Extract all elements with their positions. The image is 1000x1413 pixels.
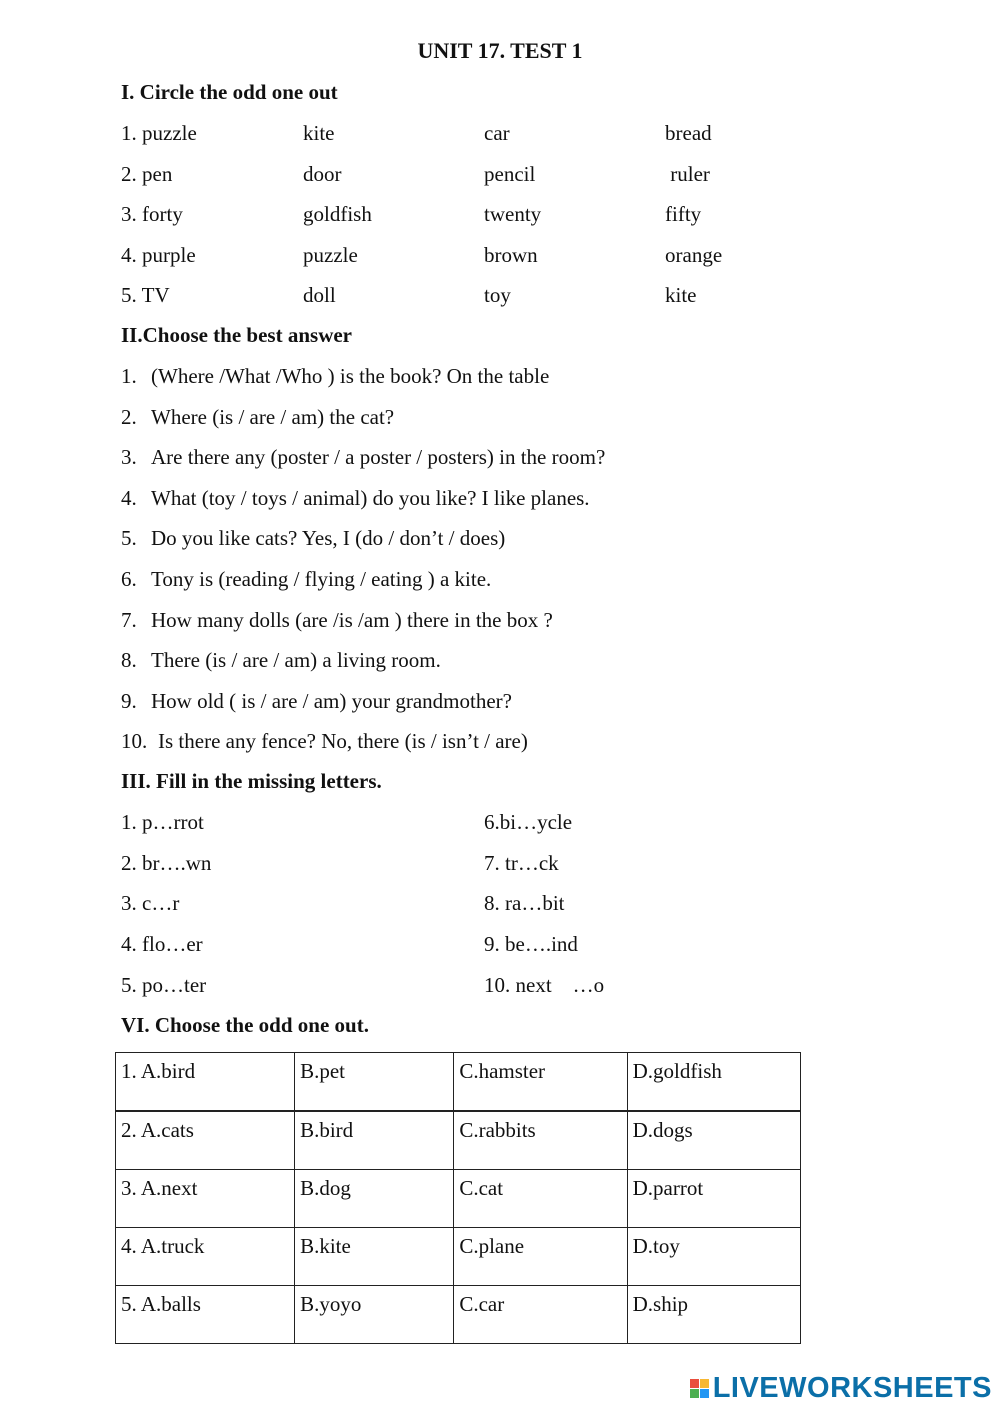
question-number: 2. <box>121 404 137 429</box>
section-1-word: fifty <box>665 202 702 226</box>
table-cell: D.dogs <box>627 1111 800 1170</box>
page-title: UNIT 17. TEST 1 <box>417 38 583 63</box>
section-1-word: 2. pen <box>121 161 173 186</box>
watermark-text: LIVEWORKSHEETS <box>712 1372 992 1404</box>
section-1-word: twenty <box>484 202 542 226</box>
section-1-word: 4. purple <box>121 242 196 267</box>
question-text: How old ( is / are / am) your grandmother? <box>151 688 512 713</box>
question-text: (Where /What /Who ) is the book? On the table <box>151 364 550 388</box>
table-cell: 3. A.next <box>116 1170 295 1228</box>
missing-letter-item: 9. be….ind <box>484 932 578 957</box>
missing-letter-item: 4. flo…er <box>121 932 203 957</box>
section-1-word: pencil <box>484 161 536 186</box>
section-2-heading: II.Choose the best answer <box>121 323 352 347</box>
table-cell: B.bird <box>295 1111 454 1170</box>
table-cell: 4. A.truck <box>116 1228 295 1286</box>
question-text: Is there any fence? No, there (is / isn’t / are) <box>158 729 528 754</box>
question-text: What (toy / toys / animal) do you like? I like planes. <box>151 485 590 510</box>
table-cell: C.plane <box>454 1228 627 1286</box>
question-number: 8. <box>121 648 137 673</box>
missing-letter-item: 1. p…rrot <box>121 810 204 834</box>
table-cell: 2. A.cats <box>116 1111 295 1170</box>
liveworksheets-logo-icon <box>690 1379 709 1398</box>
missing-letter-item: 10. next …o <box>484 972 605 997</box>
question-number: 7. <box>121 607 137 632</box>
table-cell: C.cat <box>454 1170 627 1228</box>
question-number: 5. <box>121 526 137 551</box>
section-1-word: ruler <box>665 161 710 186</box>
section-1-word: kite <box>303 121 335 145</box>
section-1-word: bread <box>665 121 712 145</box>
section-1-word: door <box>303 161 342 186</box>
table-cell: B.kite <box>295 1228 454 1286</box>
section-1-heading: I. Circle the odd one out <box>121 80 338 104</box>
odd-one-out-table <box>115 1052 801 1344</box>
section-4-heading: VI. Choose the odd one out. <box>121 1013 369 1037</box>
section-1-word: goldfish <box>303 202 372 226</box>
question-number: 3. <box>121 445 137 470</box>
table-cell: D.toy <box>627 1228 800 1286</box>
question-text: Where (is / are / am) the cat? <box>151 404 395 429</box>
question-text: Tony is (reading / flying / eating ) a kite. <box>151 567 492 591</box>
table-row <box>116 1111 801 1170</box>
table-cell: 1. A.bird <box>116 1053 295 1112</box>
table-row <box>116 1286 801 1344</box>
table-cell: C.car <box>454 1286 627 1344</box>
question-number: 1. <box>121 364 137 388</box>
table-cell: D.ship <box>627 1286 800 1344</box>
question-text: There (is / are / am) a living room. <box>151 648 441 673</box>
section-3-heading: III. Fill in the missing letters. <box>121 769 382 793</box>
table-cell: B.dog <box>295 1170 454 1228</box>
table-row <box>116 1170 801 1228</box>
missing-letter-item: 3. c…r <box>121 891 180 916</box>
table-cell: D.parrot <box>627 1170 800 1228</box>
table-cell: B.pet <box>295 1053 454 1112</box>
question-number: 10. <box>121 729 148 754</box>
missing-letter-item: 2. br….wn <box>121 850 212 875</box>
question-number: 4. <box>121 485 137 510</box>
section-1-word: puzzle <box>303 242 358 267</box>
section-1-word: toy <box>484 283 511 307</box>
section-1-word: kite <box>665 283 697 307</box>
question-number: 9. <box>121 688 137 713</box>
table-row <box>116 1228 801 1286</box>
section-1-word: orange <box>665 242 723 267</box>
table-cell: 5. A.balls <box>116 1286 295 1344</box>
liveworksheets-watermark <box>690 1372 992 1405</box>
section-1-word: brown <box>484 242 538 267</box>
table-cell: C.hamster <box>454 1053 627 1112</box>
section-1-word: doll <box>303 283 336 307</box>
missing-letter-item: 5. po…ter <box>121 972 207 997</box>
missing-letter-item: 7. tr…ck <box>484 850 559 875</box>
table-cell: D.goldfish <box>627 1053 800 1112</box>
section-1-word: 5. TV <box>121 283 170 307</box>
question-number: 6. <box>121 567 137 591</box>
missing-letter-item: 6.bi…ycle <box>484 810 573 834</box>
question-text: How many dolls (are /is /am ) there in the box ? <box>151 607 553 632</box>
question-text: Are there any (poster / a poster / posters) in the room? <box>151 445 606 470</box>
section-1-word: 3. forty <box>121 202 183 226</box>
question-text: Do you like cats? Yes, I (do / don’t / does) <box>151 526 506 551</box>
table-cell: B.yoyo <box>295 1286 454 1344</box>
section-1-word: car <box>484 121 510 145</box>
missing-letter-item: 8. ra…bit <box>484 891 565 916</box>
table-cell: C.rabbits <box>454 1111 627 1170</box>
section-1-word: 1. puzzle <box>121 121 197 145</box>
table-row <box>116 1053 801 1112</box>
